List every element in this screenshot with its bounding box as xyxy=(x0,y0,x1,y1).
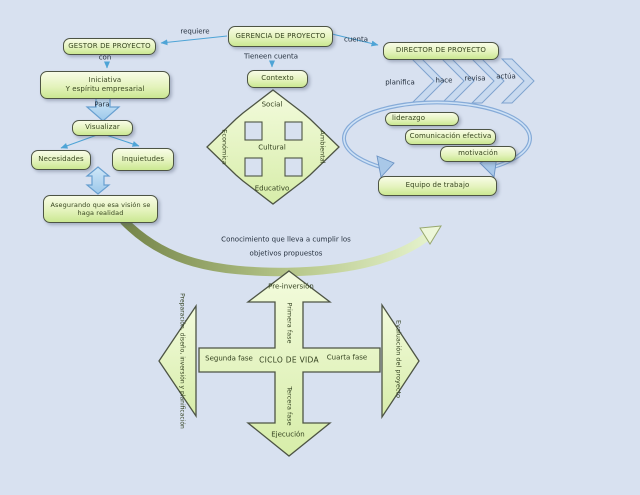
node-visualizar-label: Visualizar xyxy=(85,123,120,132)
node-contexto-label: Contexto xyxy=(261,74,294,83)
node-gerencia[interactable] xyxy=(228,26,333,47)
node-director[interactable] xyxy=(383,42,499,60)
node-motivacion[interactable] xyxy=(440,146,516,162)
node-asegurando-line2: haga realidad xyxy=(77,209,124,217)
node-gerencia-label: GERENCIA DE PROYECTO xyxy=(235,31,326,40)
node-asegurando[interactable] xyxy=(43,195,158,223)
node-inquietudes-label: Inquietudes xyxy=(121,154,165,163)
node-iniciativa[interactable] xyxy=(40,71,170,99)
swoosh-text-line1: Conocimiento que lleva a cumplir los xyxy=(221,235,351,244)
edge-label-cuenta: cuenta xyxy=(343,35,369,44)
node-iniciativa-line1: Iniciativa xyxy=(88,75,122,84)
node-equipo[interactable] xyxy=(378,176,497,196)
node-visualizar[interactable] xyxy=(72,120,133,136)
left-arrow-text xyxy=(178,293,187,429)
edge-label-tieneen-cuenta: Tieneen cuenta xyxy=(243,52,299,61)
context-cross-window-bl xyxy=(245,158,262,176)
right-arrow-text: Evaluación del proyecto xyxy=(394,320,403,398)
node-contexto[interactable] xyxy=(247,70,308,88)
double-arrow xyxy=(87,167,109,194)
context-label-ambiental: Ambiental xyxy=(318,130,327,164)
ciclo-label-cuarta-fase: Cuarta fase xyxy=(326,353,368,362)
ciclo-label-ejecucion: Ejecución xyxy=(271,430,305,439)
pdca-label-actua: actúa xyxy=(496,72,516,81)
pdca-label-planifica: planifica xyxy=(385,78,415,87)
node-necesidades[interactable] xyxy=(31,150,91,170)
context-cross-window-br xyxy=(285,158,302,176)
chevron-actua xyxy=(502,59,534,103)
ciclo-label-preinversion: Pre-inversión xyxy=(268,282,314,291)
connector-visualizar-inquietudes xyxy=(106,135,139,146)
node-gestor[interactable] xyxy=(63,38,156,55)
ciclo-label-segunda-fase: Segunda fase xyxy=(205,354,253,363)
left-arrow-text-line2: inversión y planificación xyxy=(178,356,186,429)
node-necesidades-label: Necesidades xyxy=(38,155,84,164)
context-label-economica: Económica xyxy=(220,129,229,165)
edge-label-con: con xyxy=(98,53,112,62)
node-inquietudes[interactable] xyxy=(112,148,174,171)
connector-visualizar-necesidades xyxy=(61,135,97,148)
node-director-label: DIRECTOR DE PROYECTO xyxy=(395,46,487,55)
node-comunicacion[interactable] xyxy=(405,129,496,145)
pdca-label-revisa: revisa xyxy=(464,74,486,83)
edge-label-requiere: requiere xyxy=(180,27,210,36)
connector-requiere xyxy=(161,36,227,43)
context-cross-window-tr xyxy=(285,122,302,140)
node-liderazgo-label: liderazgo xyxy=(392,114,426,123)
node-liderazgo[interactable] xyxy=(385,112,459,126)
context-label-educativo: Educativo xyxy=(254,184,290,193)
node-iniciativa-line2: Y espíritu empresarial xyxy=(65,85,145,93)
node-asegurando-line1: Asegurando que esa visión se xyxy=(50,200,151,209)
left-arrow-text-line1: Preparación, diseño, xyxy=(178,293,186,355)
pdca-label-hace: hace xyxy=(435,76,453,85)
node-motivacion-label: motivación xyxy=(458,149,498,158)
node-gestor-label: GESTOR DE PROYECTO xyxy=(68,41,151,50)
ciclo-label-tercera-fase: Tercera fase xyxy=(285,386,294,426)
context-label-cultural: Cultural xyxy=(258,143,286,152)
loop-arrowhead-left xyxy=(377,156,394,177)
context-label-social: Social xyxy=(261,100,283,109)
swoosh-text-line2: objetivos propuestos xyxy=(249,249,323,258)
knowledge-swoosh-arrow xyxy=(124,221,430,272)
ciclo-label-center: CICLO DE VIDA xyxy=(259,355,319,365)
ciclo-label-primera-fase: Primera fase xyxy=(285,302,294,344)
context-cross-window-tl xyxy=(245,122,262,140)
node-equipo-label: Equipo de trabajo xyxy=(405,181,470,190)
edge-label-para: Para xyxy=(94,100,110,109)
node-comunicacion-label: Comunicación efectiva xyxy=(409,132,492,141)
